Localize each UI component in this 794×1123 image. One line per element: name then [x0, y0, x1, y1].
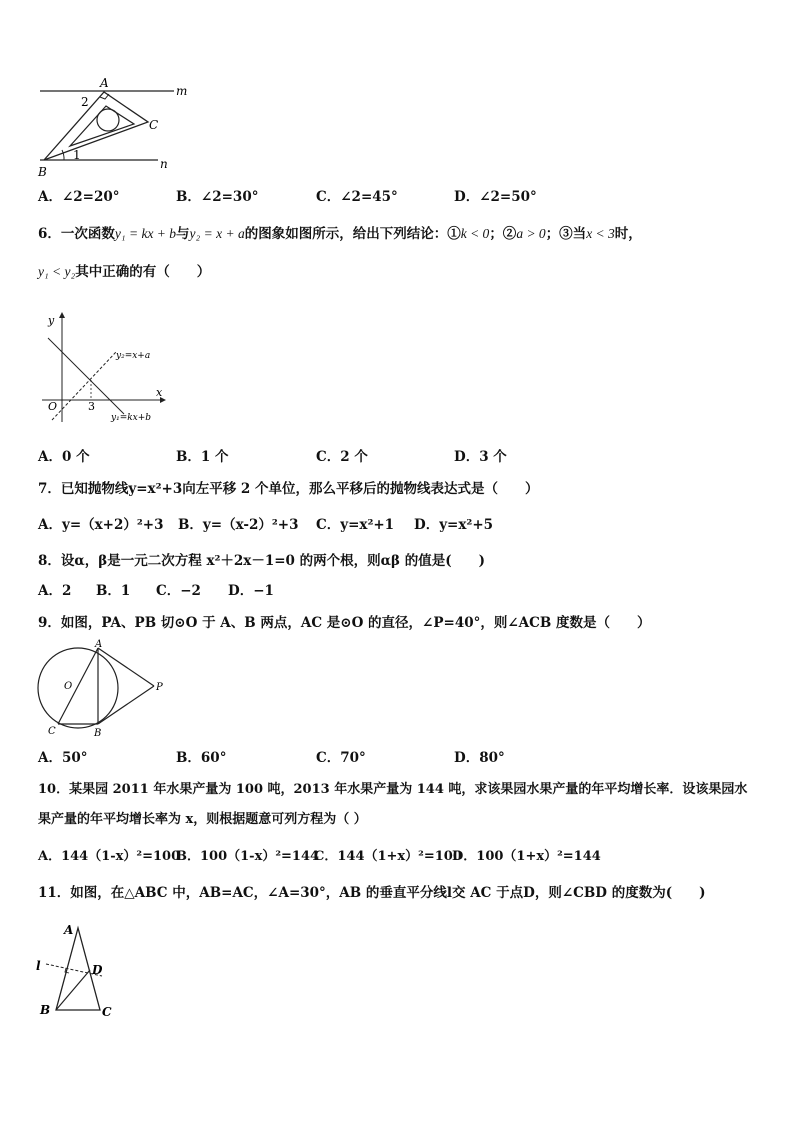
q6-text-b: 与 — [176, 226, 190, 242]
q10-stem-line1: 10．某果园 2011 年水果产量为 100 吨，2013 年水果产量为 144 吨，求该果园水果产量的年平均增长率．设该果园水 — [38, 782, 748, 797]
q6-text-a: 6．一次函数 — [38, 226, 115, 242]
label-y: y — [48, 314, 55, 327]
q6-option-b[interactable]: B．1 个 — [176, 449, 229, 465]
q10-option-d[interactable]: D．100（1+x）²=144 — [452, 849, 601, 864]
q8-option-b[interactable]: B．1 — [96, 583, 131, 599]
q10-stem-line2: 果产量的年平均增长率为 x，则根据题意可列方程为（ ） — [38, 812, 367, 827]
q9-option-d[interactable]: D．80° — [454, 750, 505, 766]
label-line-b: y₁=kx+b — [111, 413, 152, 423]
q6-option-d[interactable]: D．3 个 — [454, 449, 507, 465]
label-P: P — [156, 682, 163, 693]
label-line-a: y₂=x+a — [116, 351, 151, 361]
label-C: C — [149, 118, 159, 132]
q9-figure — [34, 638, 174, 740]
circle-o — [38, 648, 118, 728]
q8-option-a[interactable]: A．2 — [38, 583, 72, 599]
q8-option-d[interactable]: D．−1 — [228, 583, 274, 599]
label-angle2: 2 — [81, 95, 89, 109]
q5-figure — [36, 76, 196, 180]
label-C: C — [102, 1005, 112, 1019]
label-C: C — [48, 726, 56, 737]
label-O: O — [64, 681, 73, 692]
q6-conclusion-2: a > 0 — [516, 226, 546, 241]
q5-option-c[interactable]: C．∠2=45° — [316, 189, 398, 205]
q7-stem: 7．已知抛物线y=x²+3向左平移 2 个单位，那么平移后的抛物线表达式是（ ） — [38, 481, 539, 497]
triangle-inner — [70, 106, 134, 146]
label-m: m — [176, 84, 188, 98]
q7-option-d[interactable]: D．y=x²+5 — [414, 517, 494, 533]
label-B: B — [38, 165, 47, 179]
label-D: D — [92, 963, 103, 977]
y-axis-arrow — [59, 312, 65, 318]
q6-text-f: 时， — [614, 226, 642, 242]
q6-conclusion-1: k < 0 — [460, 226, 490, 241]
label-three: 3 — [88, 400, 95, 413]
label-A: A — [95, 639, 103, 650]
inner-circle — [97, 109, 119, 131]
q11-figure — [34, 918, 124, 1024]
q8-option-c[interactable]: C．−2 — [156, 583, 201, 599]
q6-stem — [38, 225, 642, 243]
q6-inequality: y₁ < y₂ — [38, 264, 76, 279]
q5-option-a[interactable]: A．∠2=20° — [38, 189, 120, 205]
q6-option-c[interactable]: C．2 个 — [316, 449, 368, 465]
q7-option-c[interactable]: C．y=x²+1 — [316, 517, 395, 533]
triangle-abc — [44, 92, 148, 160]
q9-stem: 9．如图，PA、PB 切⊙O 于 A、B 两点，AC 是⊙O 的直径，∠P=40°，则∠ACB 度数是（ ） — [38, 615, 651, 631]
q6-formula-2: y₂ = x + a — [189, 226, 245, 241]
q6-formula-1: y₁ = kx + b — [114, 226, 177, 241]
q10-option-b[interactable]: B．100（1-x）²=144 — [176, 849, 320, 864]
q6-option-a[interactable]: A．0 个 — [38, 449, 90, 465]
label-l: l — [36, 959, 41, 973]
q9-option-b[interactable]: B．60° — [176, 750, 227, 766]
line-y1 — [48, 338, 124, 414]
tangent-pa — [98, 648, 154, 686]
label-angle1: 1 — [73, 148, 81, 162]
q7-option-a[interactable]: A．y=（x+2）²+3 — [38, 517, 164, 533]
q6-text-c: 的图象如图所示，给出下列结论：① — [244, 226, 461, 242]
q6-text-d: ；② — [489, 226, 517, 242]
tangent-pb — [98, 686, 154, 724]
q7-option-b[interactable]: B．y=（x-2）²+3 — [178, 517, 299, 533]
q5-option-d[interactable]: D．∠2=50° — [454, 189, 537, 205]
label-origin: O — [48, 400, 58, 413]
label-A: A — [100, 76, 109, 90]
label-B: B — [40, 1003, 51, 1017]
q9-option-a[interactable]: A．50° — [38, 750, 88, 766]
q8-stem: 8．设α，β是一元二次方程 x²＋2x－1=0 的两个根，则αβ 的值是( ) — [38, 553, 485, 569]
q6-conclusion-3: x < 3 — [586, 226, 615, 241]
q11-stem: 11．如图，在△ABC 中，AB=AC，∠A=30°，AB 的垂直平分线l交 AC 于点D，则∠CBD 的度数为( ) — [38, 885, 706, 901]
q6-graph — [38, 310, 168, 430]
q9-option-c[interactable]: C．70° — [316, 750, 366, 766]
q10-option-a[interactable]: A．144（1-x）²=100 — [38, 849, 181, 864]
label-A: A — [64, 923, 74, 937]
q6-question: 其中正确的有（ ） — [75, 264, 211, 280]
q6-text-e: ；③当 — [545, 226, 587, 242]
angle1-arc — [62, 150, 64, 160]
label-B: B — [94, 728, 102, 739]
q6-stem-line2 — [38, 263, 210, 281]
q5-option-b[interactable]: B．∠2=30° — [176, 189, 259, 205]
label-n: n — [160, 157, 168, 171]
label-x: x — [156, 386, 163, 399]
q10-option-c[interactable]: C．144（1+x）²=100 — [314, 849, 462, 864]
